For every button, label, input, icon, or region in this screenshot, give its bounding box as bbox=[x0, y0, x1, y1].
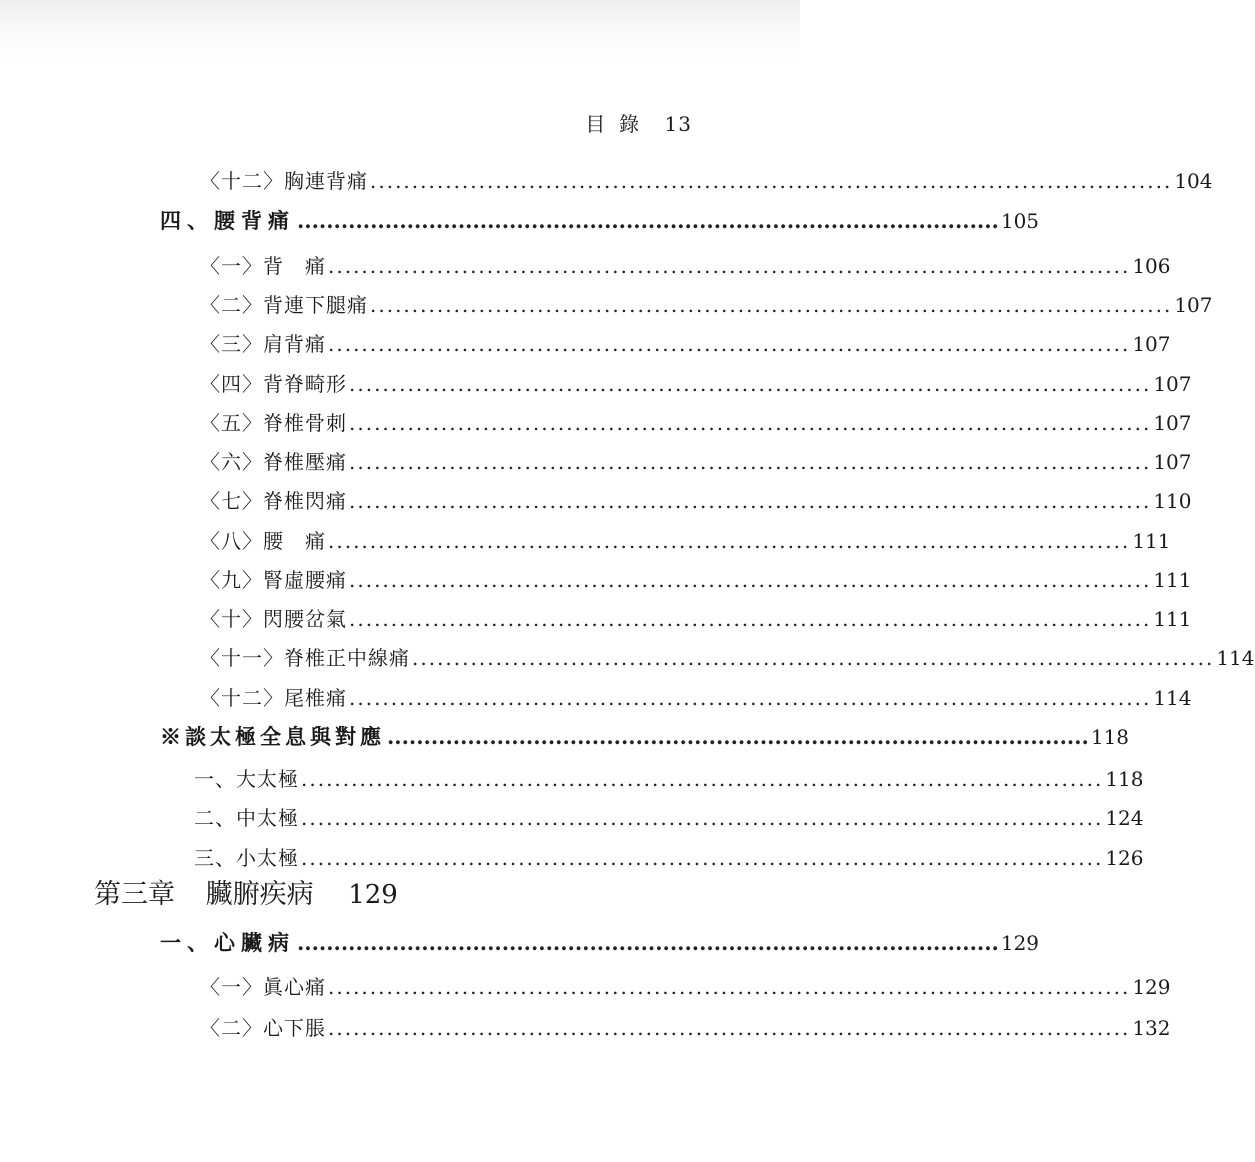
toc-entry-page: 132 bbox=[1132, 1016, 1171, 1040]
chapter-page: 129 bbox=[348, 880, 398, 910]
toc-entry bbox=[200, 564, 1192, 592]
toc-entry bbox=[194, 802, 1144, 830]
dot-leader: ................................................................................................ bbox=[387, 724, 1089, 749]
toc-entry-page: 129 bbox=[1132, 975, 1171, 999]
dot-leader: ................................................................................................ bbox=[297, 930, 999, 955]
toc-entry-page: 126 bbox=[1105, 846, 1144, 870]
toc-entry-page: 114 bbox=[1153, 686, 1192, 710]
toc-entry-page: 107 bbox=[1153, 411, 1192, 435]
toc-entry-page: 107 bbox=[1153, 372, 1192, 396]
toc-section-entry bbox=[160, 205, 1040, 235]
toc-entry-label: 〈一〉眞心痛 bbox=[200, 975, 326, 999]
dot-leader: ................................................................................................ bbox=[412, 646, 1215, 670]
toc-entry-label: 二、中太極 bbox=[194, 806, 299, 830]
dot-leader: ................................................................................................ bbox=[301, 767, 1104, 791]
toc-entry-label: 〈二〉背連下腿痛 bbox=[200, 293, 368, 317]
toc-section-entry bbox=[160, 721, 1130, 751]
toc-section-entry bbox=[160, 927, 1040, 957]
toc-entry-page: 104 bbox=[1174, 169, 1213, 193]
toc-entry-label: 〈一〉背 痛 bbox=[200, 254, 326, 278]
toc-entry bbox=[200, 1012, 1171, 1040]
chapter-title: 臟腑疾病 bbox=[205, 879, 314, 910]
toc-entry-page: 105 bbox=[1000, 209, 1040, 233]
dot-leader: ................................................................................................ bbox=[349, 686, 1152, 710]
dot-leader: ................................................................................................ bbox=[349, 607, 1152, 631]
toc-entry bbox=[200, 446, 1192, 474]
toc-entry-label: 〈三〉肩背痛 bbox=[200, 332, 326, 356]
toc-entry-label: 〈十二〉胸連背痛 bbox=[200, 169, 368, 193]
toc-entry bbox=[200, 682, 1192, 710]
running-head-page-number: 13 bbox=[664, 112, 692, 136]
toc-entry-page: 118 bbox=[1105, 767, 1144, 791]
toc-entry-label: 〈十二〉尾椎痛 bbox=[200, 686, 347, 710]
toc-entry bbox=[200, 165, 1213, 193]
toc-entry-page: 118 bbox=[1090, 725, 1130, 749]
toc-entry-label: 一、心臟病 bbox=[160, 930, 295, 955]
toc-entry bbox=[194, 842, 1144, 870]
dot-leader: ................................................................................................ bbox=[328, 254, 1131, 278]
dot-leader: ................................................................................................ bbox=[328, 1016, 1131, 1040]
toc-entry-label: 〈七〉脊椎閃痛 bbox=[200, 489, 347, 513]
toc-entry-page: 129 bbox=[1000, 931, 1040, 955]
toc-entry-page: 106 bbox=[1132, 254, 1171, 278]
dot-leader: ................................................................................................ bbox=[349, 568, 1152, 592]
toc-entry-label: 〈十〉閃腰岔氣 bbox=[200, 607, 347, 631]
toc-entry-label: 〈二〉心下脹 bbox=[200, 1016, 326, 1040]
toc-entry-label: 〈九〉腎虛腰痛 bbox=[200, 568, 347, 592]
dot-leader: ................................................................................................ bbox=[349, 411, 1152, 435]
toc-entry bbox=[200, 368, 1192, 396]
toc-entry-label: 〈五〉脊椎骨刺 bbox=[200, 411, 347, 435]
dot-leader: ................................................................................................ bbox=[301, 806, 1104, 830]
toc-entry bbox=[200, 250, 1171, 278]
toc-entry-page: 107 bbox=[1132, 332, 1171, 356]
dot-leader: ................................................................................................ bbox=[301, 846, 1104, 870]
toc-entry-page: 124 bbox=[1105, 806, 1144, 830]
toc-entry-page: 111 bbox=[1153, 607, 1192, 631]
toc-entry-page: 110 bbox=[1153, 489, 1192, 513]
dot-leader: ................................................................................................ bbox=[349, 489, 1152, 513]
toc-entry-page: 107 bbox=[1174, 293, 1213, 317]
toc-entry-label: 〈六〉脊椎壓痛 bbox=[200, 450, 347, 474]
toc-entry bbox=[194, 763, 1144, 791]
toc-entry bbox=[200, 642, 1255, 670]
dot-leader: ................................................................................................ bbox=[297, 208, 999, 233]
toc-entry-label: 〈十一〉脊椎正中線痛 bbox=[200, 646, 410, 670]
dot-leader: ................................................................................................ bbox=[328, 975, 1131, 999]
toc-entry bbox=[200, 328, 1171, 356]
toc-entry bbox=[200, 603, 1192, 631]
toc-entry bbox=[200, 485, 1192, 513]
dot-leader: ................................................................................................ bbox=[328, 332, 1131, 356]
toc-entry-label: 〈八〉腰 痛 bbox=[200, 529, 326, 553]
toc-entry-page: 107 bbox=[1153, 450, 1192, 474]
toc-entry bbox=[200, 289, 1213, 317]
running-head-title: 目錄 bbox=[585, 112, 654, 136]
toc-entry-page: 111 bbox=[1153, 568, 1192, 592]
toc-entry bbox=[200, 407, 1192, 435]
toc-entry-label: ※談太極全息與對應 bbox=[160, 724, 385, 749]
chapter-heading bbox=[94, 872, 398, 911]
toc-entry-label: 一、大太極 bbox=[194, 767, 299, 791]
toc-entry-page: 114 bbox=[1216, 646, 1255, 670]
toc-entry-label: 四、腰背痛 bbox=[160, 208, 295, 233]
dot-leader: ................................................................................................ bbox=[328, 529, 1131, 553]
toc-entry bbox=[200, 971, 1171, 999]
toc-entry-label: 三、小太極 bbox=[194, 846, 299, 870]
dot-leader: ................................................................................................ bbox=[349, 372, 1152, 396]
toc-entry bbox=[200, 525, 1171, 553]
dot-leader: ................................................................................................ bbox=[349, 450, 1152, 474]
dot-leader: ................................................................................................ bbox=[370, 169, 1173, 193]
chapter-number: 第三章 bbox=[94, 879, 175, 910]
dot-leader: ................................................................................................ bbox=[370, 293, 1173, 317]
toc-entry-page: 111 bbox=[1132, 529, 1171, 553]
toc-entry-label: 〈四〉背脊畸形 bbox=[200, 372, 347, 396]
